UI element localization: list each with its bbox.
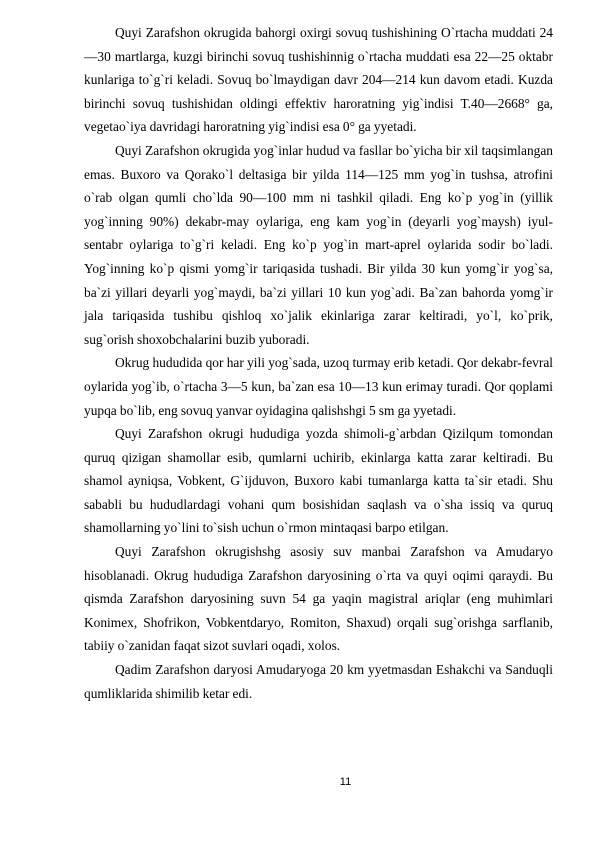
paragraph-snow: Okrug hududida qor har yili yog`sada, uzoq turmay erib ketadi. Qor dekabr-fevral oylarida yog`ib, o`rtacha 3—5 kun, ba`zan esa 10—13 kun erimay turadi. Qor qoplami yupqa bo`lib, eng sovuq yanvar oyidagina qalishshgi 5 sm ga yyetadi.	[84, 355, 553, 418]
paragraph-precipitation: Quyi Zarafshon okrugida yog`inlar hudud va fasllar bo`yicha bir xil taqsimlangan emas. Buxoro va Qorako`l deltasiga bir yilda 114—125 mm yog`in tushsa, atrofini o`rab olgan qumli cho`lda 90—100 mm ni tashkil qiladi. Eng ko`p yog`in (yillik yog`inning 90%) dekabr-may oylariga, eng kam yog`in (deyarli yog`maysh) iyul-sentabr oylariga to`g`ri keladi. Eng ko`p yog`in mart-aprel oylarida sodir bo`ladi. Yog`inning ko`p qismi yomg`ir tariqasida tushadi. Bir yilda 30 kun yomg`ir yog`sa, ba`zi yillari deyarli yog`maydi, ba`zi yillari 10 kun yog`adi. Ba`zan bahorda yomg`ir jala tariqasida tushibu qishloq xo`jalik ekinlariga zarar keltiradi, yo`l, ko`prik, sug`orish shoxobchalarini buzib yuboradi.	[84, 142, 553, 347]
page-number: 11	[339, 776, 352, 788]
paragraph-winds: Quyi Zarafshon okrugi hududiga yozda shimoli-g`arbdan Qizilqum tomondan quruq qizigan shamollar esib, qumlarni uchirib, ekinlarga katta zarar keltiradi. Bu shamol ayniqsa, Vobkent, G`ijduvon, Buxoro kabi tumanlarga katta ta`sir etadi. Shu sababli bu hududlardagi vohani qum bosishidan saqlash va o`sha issiq va quruq shamollarning yo`lini to`sish uchun o`rmon mintaqasi barpo etilgan.	[84, 426, 553, 536]
paragraph-ancient-zarafshon: Qadim Zarafshon daryosi Amudaryoga 20 km yyetmasdan Eshakchi va Sanduqli qumliklarida shimilib ketar edi.	[84, 662, 553, 701]
paragraph-water-sources: Quyi Zarafshon okrugishshg asosiy suv manbai Zarafshon va Amudaryo hisoblanadi. Okrug hududiga Zarafshon daryosining o`rta va quyi oqimi qaraydi. Bu qismda Zarafshon daryosining suvn 54 ga yaqin magistral ariqlar (eng muhimlari Konimex, Shofrikon, Vobkentdaryo, Romiton, Shaxud) orqali sug`orishga sarflanib, tabiiy o`zanidan faqat sizot suvlari oqadi, xolos.	[84, 544, 553, 654]
paragraph-spring-frost: Quyi Zarafshon okrugida bahorgi oxirgi sovuq tushishining O`rtacha muddati 24—30 martlarga, kuzgi birinchi sovuq tushishinnig o`rtacha muddati esa 22—25 oktabr kunlariga to`g`ri keladi. Sovuq bo`lmaydigan davr 204—214 kun davom etadi. Kuzda birinchi sovuq tushishidan oldingi effektiv haroratning yig`indisi T.40—2668° ga, vegetao`iya davridagi haroratning yig`indisi esa 0° ga yyetadi.	[84, 25, 553, 135]
document-body	[84, 21, 553, 705]
